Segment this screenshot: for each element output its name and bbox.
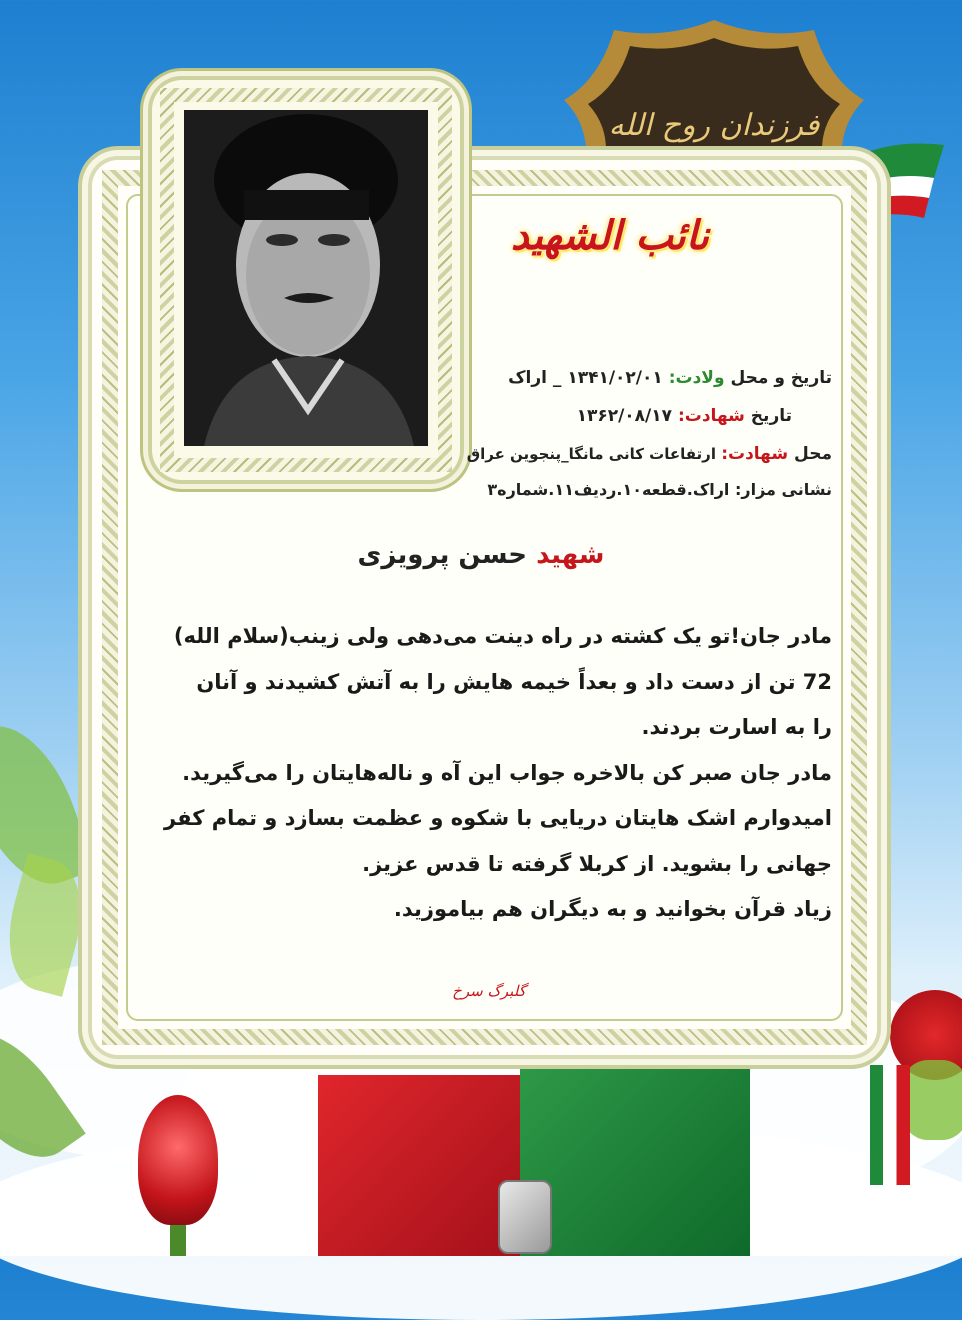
- martyrdom-place-info: [467, 444, 832, 464]
- martyrdom-date-highlight: شهادت:: [677, 406, 745, 426]
- name-prefix: شهید: [536, 540, 605, 570]
- martyrdom-place-value: ارتفاعات کانی مانگا_پنجوین عراق: [466, 445, 722, 463]
- birth-prefix: تاریخ و محل: [724, 368, 832, 388]
- tomb-box-green: [520, 1060, 750, 1256]
- message-line: جهانی را بشوید. از کربلا گرفته تا قدس عزیز.: [362, 851, 832, 876]
- message-line: امیدوارم اشک هایتان دریایی با شکوه و عظمت بسازد و تمام کفر: [164, 806, 832, 830]
- birth-info: [508, 368, 832, 388]
- grave-info: [487, 480, 832, 499]
- dog-tag: [498, 1180, 552, 1254]
- birth-value: ۱۳۴۱/۰۲/۰۱ _ اراک: [508, 368, 669, 388]
- martyrdom-place-prefix: محل: [788, 444, 832, 464]
- emblem-text: فرزندان روح الله: [608, 108, 820, 143]
- message-body: [122, 614, 832, 933]
- message-line: را به اسارت بردند.: [641, 715, 832, 739]
- martyrdom-date-prefix: تاریخ: [744, 406, 792, 426]
- header-tag: نائب الشهید: [510, 212, 710, 259]
- message-line: مادر جان!تو یک کشته در راه دینت می‌دهی ولی زینب(سلام الله): [173, 624, 832, 648]
- message-line: زیاد قرآن بخوانید و به دیگران هم بیاموزید.: [393, 897, 832, 921]
- martyrdom-date-info: [577, 406, 792, 426]
- martyr-name: [0, 540, 962, 570]
- grave-label: نشانی مزار:: [729, 480, 832, 499]
- name-full: حسن پرویزی: [357, 540, 528, 570]
- tulip-ornament: [138, 1095, 218, 1225]
- signature-logo: گلبرگ سرخ: [452, 982, 526, 1000]
- message-line: 72 تن از دست داد و بعداً خیمه هایش را به آتش کشیدند و آنان: [196, 669, 832, 694]
- flag-stripe: [870, 1065, 910, 1185]
- martyrdom-date-value: ۱۳۶۲/۰۸/۱۷: [576, 406, 678, 426]
- tomb-box-red: [318, 1075, 528, 1256]
- message-line: مادر جان صبر کن بالاخره جواب این آه و ناله‌هایتان را می‌گیرید.: [182, 760, 832, 785]
- grave-value: اراک.قطعه۱۰.ردیف۱۱.شماره۳: [487, 480, 730, 499]
- martyr-photo: [184, 110, 428, 446]
- birth-highlight: ولادت:: [668, 368, 725, 388]
- martyrdom-place-highlight: شهادت:: [721, 444, 789, 464]
